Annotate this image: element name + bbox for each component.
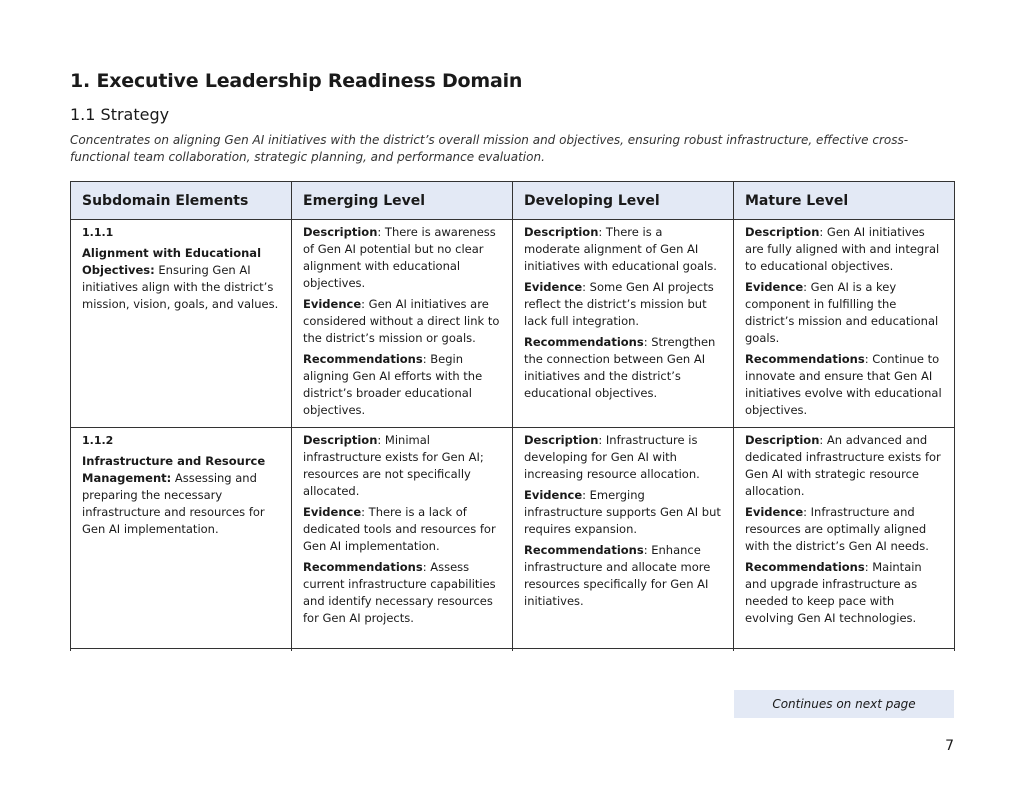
column-header-developing: Developing Level [513,182,734,220]
description-para [524,224,722,275]
mature-cell [734,428,955,649]
continued-cell [513,649,734,652]
mature-cell [734,220,955,428]
description-label: Description [524,433,599,447]
subdomain-cell [71,428,292,649]
description-text: : There is a moderate alignment of Gen AI initiatives with educational goals. [524,225,717,273]
evidence-text: : Some Gen AI projects reflect the district’s mission but lack full integration. [524,280,714,328]
element-description: Ensuring Gen AI initiatives align with the district’s mission, vision, goals, and values. [82,263,279,311]
description-label: Description [745,225,820,239]
recommendations-text: : Enhance infrastructure and allocate more resources specifically for Gen AI initiatives. [524,543,711,608]
evidence-para [745,279,943,347]
recommendations-text: : Maintain and upgrade infrastructure as needed to keep pace with evolving Gen AI technologies. [745,560,922,625]
element-text [82,453,280,538]
evidence-text: : Gen AI initiatives are considered without a direct link to the district’s mission or goals. [303,297,500,345]
emerging-cell [292,428,513,649]
description-text: : Gen AI initiatives are fully aligned with and integral to educational objectives. [745,225,940,273]
readiness-table [70,181,955,651]
description-label: Description [524,225,599,239]
table-row [71,428,955,649]
evidence-para [745,504,943,555]
section-subtitle: 1.1 Strategy [70,105,170,124]
evidence-para [524,487,722,538]
column-header-subdomain: Subdomain Elements [71,182,292,220]
recommendations-para [745,351,943,419]
element-text [82,245,280,313]
table-header-row [71,182,955,220]
recommendations-label: Recommendations [524,543,644,557]
evidence-text: : Infrastructure and resources are optimally aligned with the district’s Gen AI needs. [745,505,929,553]
description-para [745,432,943,500]
recommendations-para [524,542,722,610]
evidence-label: Evidence [745,505,804,519]
evidence-label: Evidence [524,488,583,502]
recommendations-para [303,351,501,419]
evidence-para [524,279,722,330]
table-row [71,220,955,428]
description-text: : Infrastructure is developing for Gen AI with increasing resource allocation. [524,433,700,481]
description-text: : Minimal infrastructure exists for Gen AI; resources are not specifically allocated. [303,433,484,498]
developing-cell [513,428,734,649]
evidence-text: : Gen AI is a key component in fulfilling the district’s mission and educational goals. [745,280,939,345]
evidence-label: Evidence [524,280,583,294]
evidence-label: Evidence [303,505,362,519]
column-header-mature: Mature Level [734,182,955,220]
description-para [303,224,501,292]
evidence-label: Evidence [303,297,362,311]
recommendations-label: Recommendations [303,560,423,574]
element-code: 1.1.2 [82,434,114,447]
description-para [303,432,501,500]
column-header-emerging: Emerging Level [292,182,513,220]
recommendations-para [303,559,501,627]
recommendations-label: Recommendations [745,352,865,366]
description-label: Description [303,225,378,239]
continued-cell [734,649,955,652]
evidence-text: : Emerging infrastructure supports Gen AI but requires expansion. [524,488,721,536]
subdomain-cell [71,220,292,428]
evidence-para [303,504,501,555]
description-label: Description [745,433,820,447]
recommendations-text: : Strengthen the connection between Gen AI initiatives and the district’s educational objectives. [524,335,716,400]
evidence-para [303,296,501,347]
evidence-text: : There is a lack of dedicated tools and resources for Gen AI implementation. [303,505,496,553]
recommendations-para [745,559,943,627]
description-para [524,432,722,483]
section-intro: Concentrates on aligning Gen AI initiatives with the district’s overall mission and objectives, ensuring robust infrastructure, effective cross-functional team collaboration, strategic planning, and performance evaluation. [70,133,909,164]
element-name: Alignment with Educational Objectives: [82,246,262,277]
continued-cell [292,649,513,652]
description-text: : An advanced and dedicated infrastructure exists for Gen AI with strategic resource allocation. [745,433,941,498]
continues-note: Continues on next page [734,690,954,718]
recommendations-label: Recommendations [303,352,423,366]
developing-cell [513,220,734,428]
recommendations-label: Recommendations [524,335,644,349]
element-description: Assessing and preparing the necessary infrastructure and resources for Gen AI implementation. [82,471,265,536]
recommendations-text: : Assess current infrastructure capabilities and identify necessary resources for Gen AI projects. [303,560,496,625]
recommendations-label: Recommendations [745,560,865,574]
recommendations-text: : Continue to innovate and ensure that Gen AI initiatives evolve with educational objectives. [745,352,942,417]
description-label: Description [303,433,378,447]
description-para [745,224,943,275]
page-title: 1. Executive Leadership Readiness Domain [70,70,523,92]
table-row-continued [71,649,955,652]
description-text: : There is awareness of Gen AI potential but no clear alignment with educational objectives. [303,225,496,290]
recommendations-para [524,334,722,402]
recommendations-text: : Begin aligning Gen AI efforts with the district’s broader educational objectives. [303,352,483,417]
element-code: 1.1.1 [82,226,114,239]
page-number: 7 [945,738,954,754]
emerging-cell [292,220,513,428]
evidence-label: Evidence [745,280,804,294]
continued-cell [71,649,292,652]
element-name: Infrastructure and Resource Management: [82,454,266,485]
